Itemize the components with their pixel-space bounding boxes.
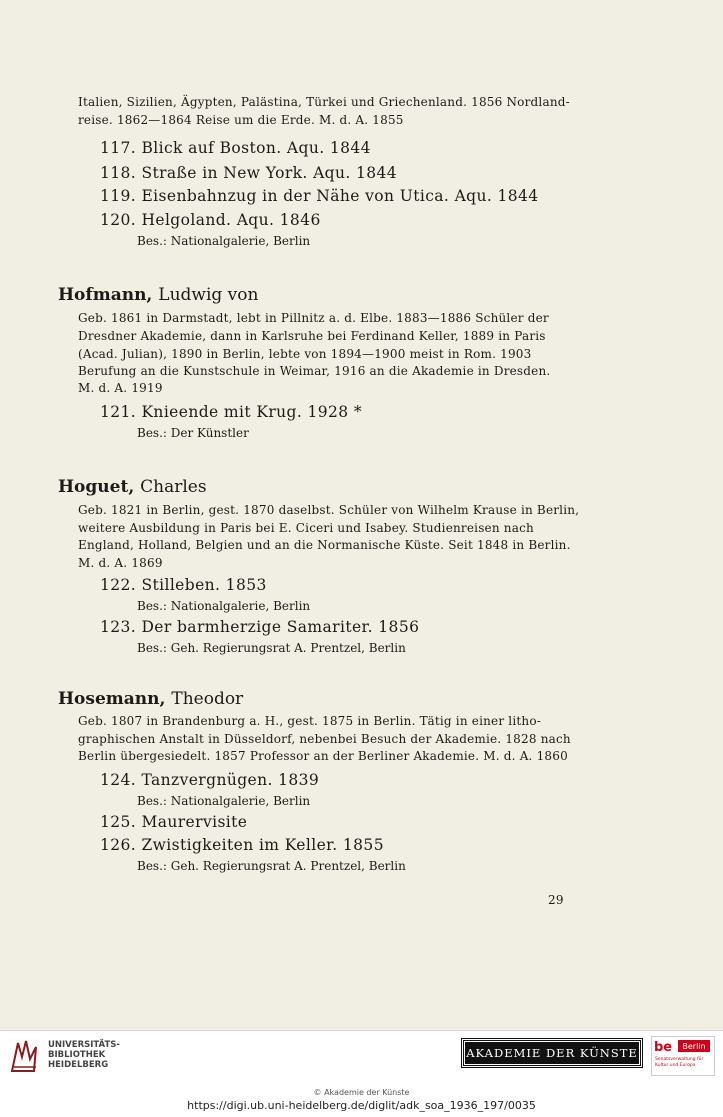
entry-number: 117. [100,139,137,157]
berlin-label: Berlin [678,1040,710,1052]
entry-123-owner: Bes.: Geh. Regierungsrat A. Prentzel, Berlin [137,641,406,655]
catalog-entry-120 [100,211,321,229]
hoguet-bio-line-2: weitere Ausbildung in Paris bei E. Ciceri und Isabey. Studienreisen nach [78,521,534,535]
artist-surname: Hoguet, [58,477,135,497]
hofmann-bio-line-3: (Acad. Julian), 1890 in Berlin, lebte von 1894—1900 meist in Rom. 1903 [78,347,532,361]
senate-label: Senatsverwaltung für Kultur und Europa [655,1057,704,1068]
entry-title: Eisenbahnzug in der Nähe von Utica. Aqu. 1844 [141,187,539,205]
entry-122-owner: Bes.: Nationalgalerie, Berlin [137,599,311,613]
entry-number: 126. [100,836,137,854]
be-berlin-logo[interactable] [651,1036,715,1076]
hosemann-bio-line-3: Berlin übergesiedelt. 1857 Professor an der Berliner Akademie. M. d. A. 1860 [78,749,568,763]
hofmann-bio-line-5: M. d. A. 1919 [78,381,163,395]
hoguet-bio-line-4: M. d. A. 1869 [78,556,163,570]
entry-title: Tanzvergnügen. 1839 [141,771,320,789]
hosemann-bio-line-2: graphischen Anstalt in Düsseldorf, nebenbei Besuch der Akademie. 1828 nach [78,732,571,746]
be-mark: be [654,1040,673,1055]
artist-surname: Hofmann, [58,285,153,305]
entry-number: 118. [100,164,137,182]
ub-line-2: BIBLIOTHEK [48,1050,106,1060]
entry-126-owner: Bes.: Geh. Regierungsrat A. Prentzel, Berlin [137,859,406,873]
copyright-notice: © Akademie der Künste [313,1088,410,1097]
entry-title: Zwistigkeiten im Keller. 1855 [141,836,384,854]
ub-heidelberg-logo[interactable] [8,1033,118,1077]
catalog-entry-126 [100,836,384,854]
hofmann-bio-line-1: Geb. 1861 in Darmstadt, lebt in Pillnitz a. d. Elbe. 1883—1886 Schüler der [78,311,549,325]
ub-line-3: HEIDELBERG [48,1060,109,1070]
catalog-entry-124 [100,771,319,789]
entry-title: Knieende mit Krug. 1928 * [141,403,363,421]
entry-title: Helgoland. Aqu. 1846 [141,211,321,229]
akademie-der-kuenste-logo[interactable]: AKADEMIE DER KÜNSTE [462,1039,642,1067]
entry-number: 124. [100,771,137,789]
artist-heading-hofmann [58,285,258,305]
intro-line-2: reise. 1862—1864 Reise um die Erde. M. d. A. 1855 [78,113,404,127]
catalog-entry-121 [100,403,362,421]
artist-given-name: Ludwig von [158,285,259,305]
entry-number: 121. [100,403,137,421]
entry-number: 120. [100,211,137,229]
hofmann-bio-line-2: Dresdner Akademie, dann in Karlsruhe bei Ferdinand Keller, 1889 in Paris [78,329,546,343]
entry-title: Blick auf Boston. Aqu. 1844 [141,139,371,157]
hofmann-bio-line-4: Berufung an die Kunstschule in Weimar, 1916 an die Akademie in Dresden. [78,364,551,378]
catalog-entry-117 [100,139,371,157]
entry-number: 125. [100,813,137,831]
artist-heading-hoguet [58,477,207,497]
entry-121-owner: Bes.: Der Künstler [137,426,249,440]
catalog-entry-119 [100,187,539,205]
hoguet-bio-line-1: Geb. 1821 in Berlin, gest. 1870 daselbst. Schüler von Wilhelm Krause in Berlin, [78,503,580,517]
source-url-link[interactable]: https://digi.ub.uni-heidelberg.de/diglit/adk_soa_1936_197/0035 [187,1099,536,1112]
catalog-entry-123 [100,618,419,636]
entry-title: Straße in New York. Aqu. 1844 [141,164,398,182]
entry-title: Der barmherzige Samariter. 1856 [141,618,420,636]
entry-124-owner: Bes.: Nationalgalerie, Berlin [137,794,311,808]
entry-title: Maurervisite [141,813,248,831]
artist-given-name: Theodor [171,689,244,709]
entry-number: 119. [100,187,137,205]
hoguet-bio-line-3: England, Holland, Belgien und an die Normanische Küste. Seit 1848 in Berlin. [78,538,571,552]
artist-given-name: Charles [140,477,207,497]
entry-number: 123. [100,618,137,636]
artist-surname: Hosemann, [58,689,166,709]
entry-number: 122. [100,576,137,594]
catalog-entry-122 [100,576,267,594]
artist-heading-hosemann [58,689,243,709]
hosemann-bio-line-1: Geb. 1807 in Brandenburg a. H., gest. 1875 in Berlin. Tätig in einer litho- [78,714,542,728]
catalog-entry-118 [100,164,397,182]
ub-line-1: UNIVERSITÄTS- [48,1040,120,1050]
intro-line-1: Italien, Sizilien, Ägypten, Palästina, Türkei und Griechenland. 1856 Nordland- [78,95,570,109]
entry-title: Stilleben. 1853 [141,576,267,594]
entry-120-owner: Bes.: Nationalgalerie, Berlin [137,234,311,248]
catalog-entry-125 [100,813,247,831]
ub-lion-icon [8,1037,42,1075]
page-number: 29 [548,893,564,907]
